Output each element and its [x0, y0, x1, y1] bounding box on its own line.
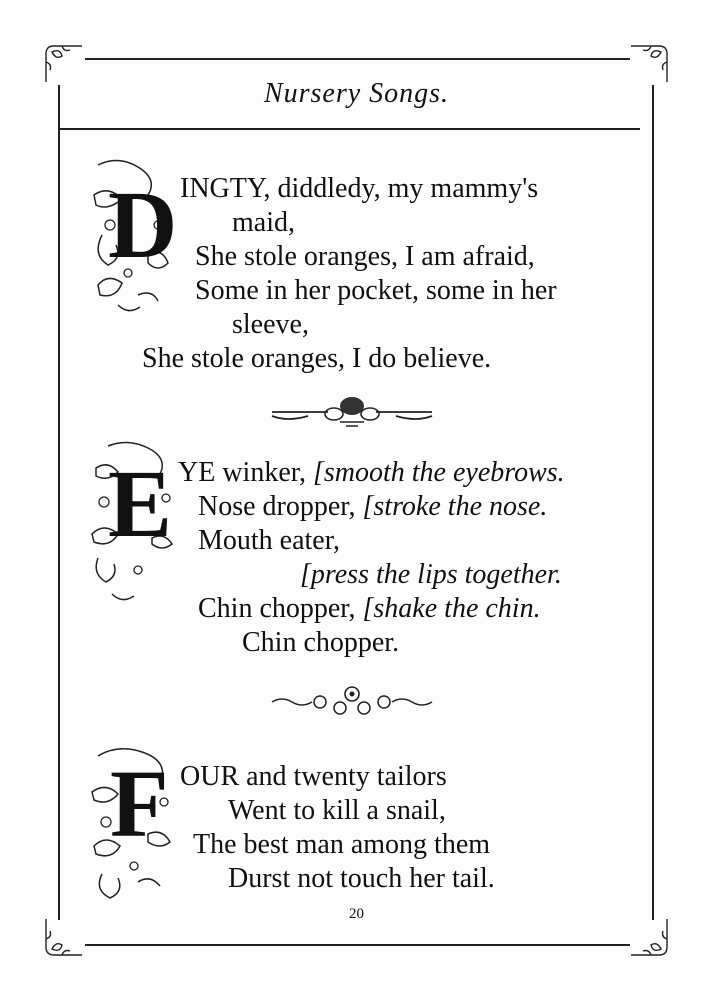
- corner-flourish-bottom-right: [629, 917, 669, 957]
- frame-top-border: [85, 58, 630, 60]
- stage-direction: [shake the chin.: [362, 593, 541, 624]
- verse-line: INGTY, diddledy, my mammy's: [180, 173, 539, 204]
- floral-divider-icon: [268, 682, 436, 722]
- verse-line: sleeve,: [232, 309, 309, 340]
- dropcap-f-ornament: [88, 742, 178, 907]
- verse-text: Chin chopper.: [242, 627, 400, 658]
- frame-right-border: [652, 85, 654, 920]
- floral-divider-icon: [268, 392, 436, 432]
- verse-text: YE winker,: [178, 457, 313, 488]
- stage-direction: [stroke the nose.: [362, 491, 548, 522]
- verse-line: [300, 558, 562, 592]
- dropcap-d-ornament: [88, 155, 176, 325]
- frame-left-border: [58, 85, 60, 920]
- verse-line: Durst not touch her tail.: [228, 863, 495, 894]
- verse-line: [178, 456, 565, 490]
- verse-line: OUR and twenty tailors: [180, 761, 447, 792]
- running-header-title: Nursery Songs.: [263, 78, 450, 109]
- dropcap-letter: D: [108, 171, 178, 278]
- verse-line: [198, 524, 340, 558]
- verse-line: maid,: [232, 207, 295, 238]
- verse-line: [242, 626, 399, 660]
- verse-line: She stole oranges, I am afraid,: [195, 241, 535, 272]
- verse-text: Nose dropper,: [198, 491, 363, 522]
- verse-text: Mouth eater,: [198, 525, 340, 556]
- verse-line: [198, 592, 541, 626]
- header-rule: [60, 128, 640, 130]
- frame-bottom-border: [85, 944, 630, 946]
- dropcap-letter: E: [108, 450, 173, 557]
- dropcap-e-ornament: [88, 438, 178, 608]
- corner-flourish-bottom-left: [44, 917, 84, 957]
- verse-line: Some in her pocket, some in her: [195, 275, 557, 306]
- verse-line: The best man among them: [193, 829, 491, 860]
- stage-direction: [smooth the eyebrows.: [312, 457, 565, 488]
- verse-line: Went to kill a snail,: [228, 795, 446, 826]
- verse-line: [198, 490, 547, 524]
- verse-line: She stole oranges, I do believe.: [142, 343, 492, 374]
- page-number: 20: [349, 906, 364, 922]
- verse-text: Chin chopper,: [198, 593, 363, 624]
- stage-direction: [press the lips together.: [300, 559, 562, 590]
- dropcap-letter: F: [110, 750, 169, 857]
